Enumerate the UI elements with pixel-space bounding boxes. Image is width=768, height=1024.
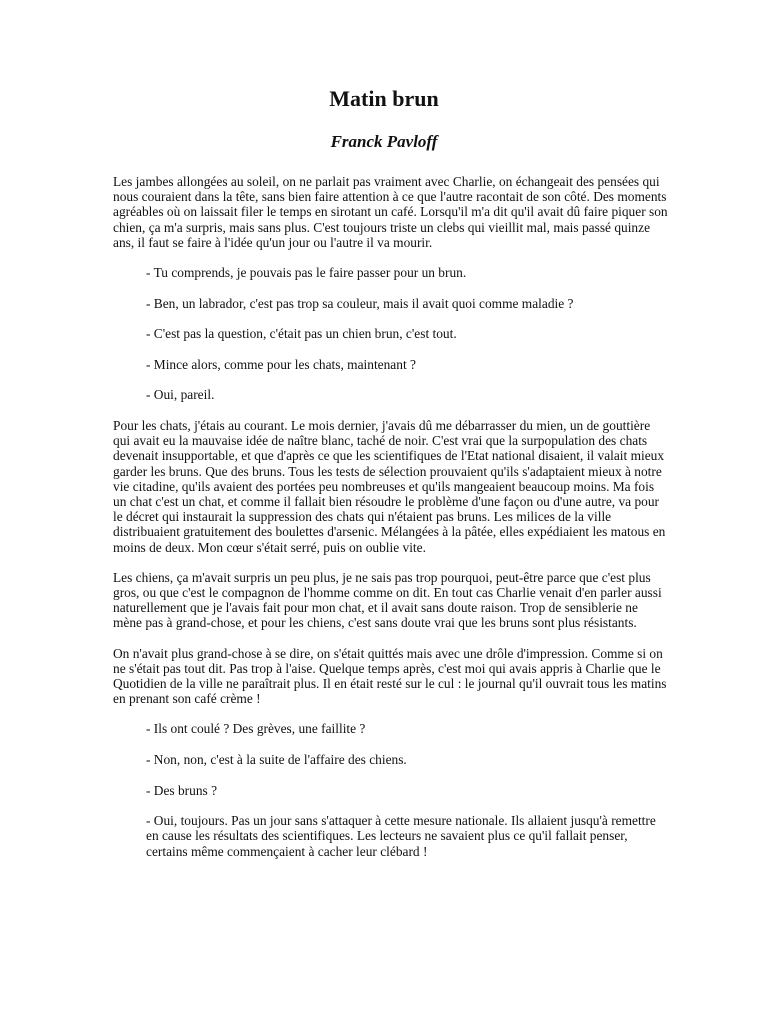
document-title: Matin brun [329,86,439,111]
dialogue-line: - Mince alors, comme pour les chats, maintenant ? [146,356,416,372]
dialogue-line: - Oui, pareil. [146,387,215,403]
dialogue-line: - Ils ont coulé ? Des grèves, une faillite ? [146,721,366,737]
document-author: Franck Pavloff [330,132,438,151]
paragraph: Les chiens, ça m'avait surpris un peu plus, je ne sais pas trop pourquoi, peut-être parce que c'est plus gros, ou que c'est le compagnon de l'homme comme on dit. En tout cas Charlie venait d'en parler aussi naturellement que je l'avais fait pour mon chat, et il avait sans doute raison. Trop de sensiblerie ne mène pas à grand-chose, et pour les chiens, c'est sans doute vrai que les bruns sont plus résistants. [113,569,662,631]
dialogue-line: - C'est pas la question, c'était pas un chien brun, c'est tout. [146,326,457,342]
dialogue-line: - Tu comprends, je pouvais pas le faire passer pour un brun. [146,265,467,281]
paragraph: Les jambes allongées au soleil, on ne parlait pas vraiment avec Charlie, on échangeait des pensées qui nous couraient dans la tête, sans bien faire attention à ce que l'autre racontait de son côté. Des moments agréables où on laissait filer le temps en sirotant un café. Lorsqu'il m'a dit qu'il avait dû faire piquer son chien, ça m'a surpris, mais sans plus. C'est toujours triste un clebs qui vieillit mal, mais passé quinze ans, il faut se faire à l'idée qu'un jour ou l'autre il va mourir. [113,174,668,250]
dialogue-line: - Non, non, c'est à la suite de l'affaire des chiens. [146,752,407,768]
document-body [113,174,668,874]
dialogue-line: - Ben, un labrador, c'est pas trop sa couleur, mais il avait quoi comme maladie ? [146,295,574,311]
dialogue-line: - Oui, toujours. Pas un jour sans s'attaquer à cette mesure nationale. Ils allaient jusqu'à remettre en cause les résultats des scientifiques. Les lecteurs ne savaient plus ce qu'il fallait penser, certains même commençaient à cacher leur clébard ! [146,813,656,859]
paragraph: Pour les chats, j'étais au courant. Le mois dernier, j'avais dû me débarrasser du mien, un de gouttière qui avait eu la mauvaise idée de naître blanc, taché de noir. C'est vrai que la surpopulation des chats devenait insupportable, et que d'après ce que les scientifiques de l'Etat national disaient, il valait mieux garder les bruns. Que des bruns. Tous les tests de sélection prouvaient qu'ils s'adaptaient mieux à notre vie citadine, qu'ils avaient des portées peu nombreuses et qu'ils mangeaient beaucoup moins. Ma fois un chat c'est un chat, et comme il fallait bien résoudre le problème d'une façon ou d'une autre, va pour le décret qui instaurait la suppression des chats qui n'étaient pas bruns. Les milices de la ville distribuaient gratuitement des boulettes d'arsenic. Mélangées à la pâtée, elles expédiaient les matous en moins de deux. Mon cœur s'était serré, puis on oublie vite. [113,417,666,555]
dialogue-line: - Des bruns ? [146,782,218,798]
paragraph: On n'avait plus grand-chose à se dire, on s'était quittés mais avec une drôle d'impression. Comme si on ne s'était pas tout dit. Pas trop à l'aise. Quelque temps après, c'est moi qui avais appris à Charlie que le Quotidien de la ville ne paraîtrait plus. Il en était resté sur le cul : le journal qu'il ouvrait tous les matins en prenant son café crème ! [113,645,667,707]
